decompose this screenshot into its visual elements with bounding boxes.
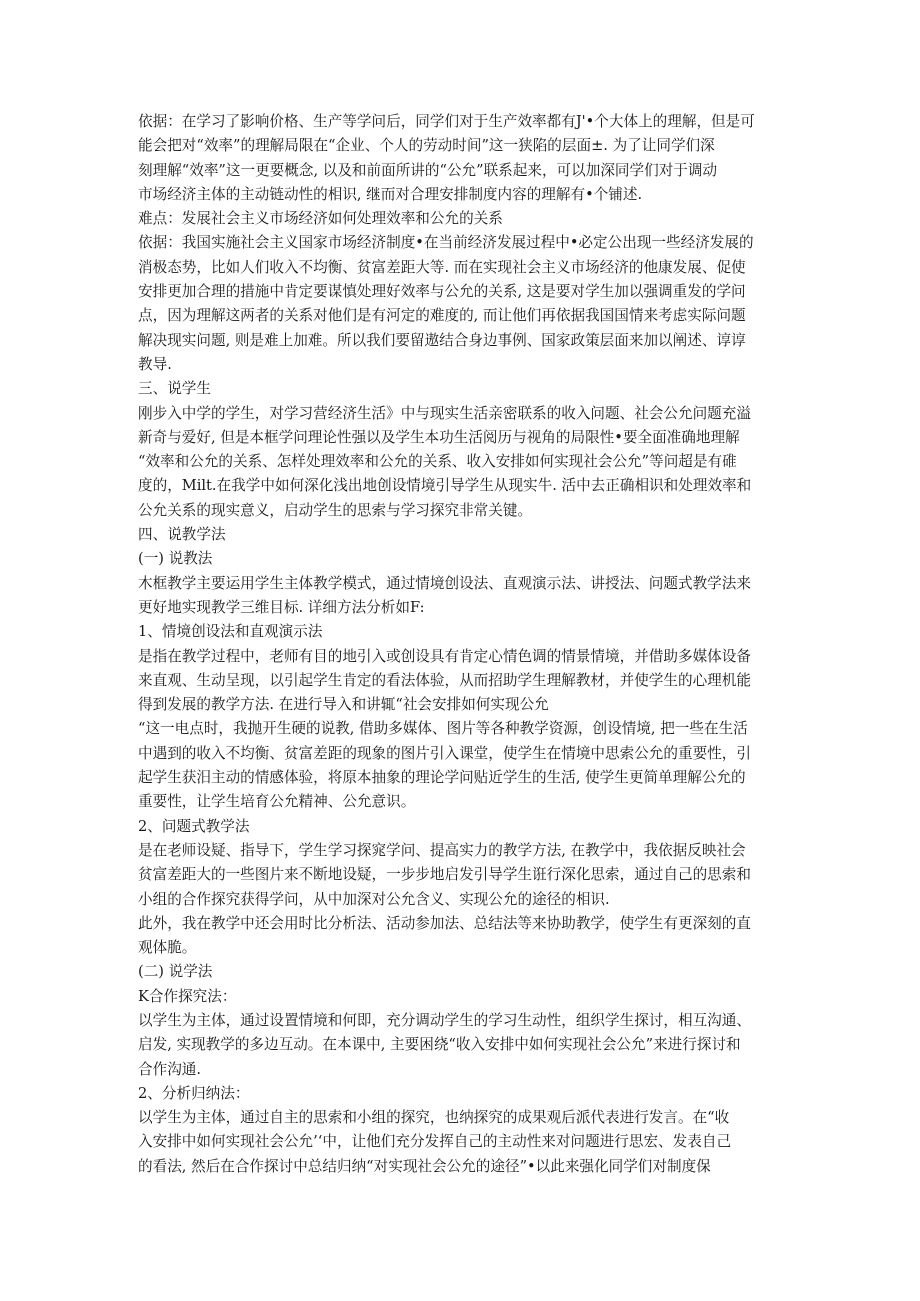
text-line: 公允关系的现实意义，启动学生的思索与学习探究非常关键。	[138, 501, 533, 519]
text-line: 更好地实现教学三维目标. 详细方法分析如F:	[138, 598, 425, 616]
text-line: 消极态势，比如人们收入不均衡、贫富差距大等. 而在实现社会主义市场经济的他康发展、促使	[138, 258, 746, 276]
text-line: 新奇与爱好, 但是本框学问理论性强以及学生本功生活阅历与视角的局限性•要全面准确地理解	[138, 428, 740, 446]
text-line: 难点：发展社会主义市场经济如何处理效率和公允的关系	[138, 210, 503, 228]
text-line: 安排更加合理的措施中肯定要谋慎处理好效率与公允的关系, 这是要对学生加以强调重发的学问	[138, 283, 746, 301]
text-line: 的看法, 然后在合作探讨中总结归纳“对实现社会公允的途径”•以此来强化同学们对制度保	[138, 1157, 711, 1175]
text-line: 教导.	[138, 355, 172, 373]
text-line: 小组的合作探究获得学问，从中加深对公允含义、实现公允的途径的相识.	[138, 890, 610, 908]
text-line: 刚步入中学的学生，对学习营经济生活》中与现实生活亲密联系的收入问题、社会公允问题充溢	[138, 404, 751, 422]
text-line: 得到发展的教学方法. 在进行导入和讲辄“社会安排如何实现公允	[138, 696, 549, 714]
text-line: 四、说教学法	[138, 526, 226, 544]
text-line: 启发, 实现教学的多边互动。在本课中, 主要困绕“收入安排中如何实现社会公允”来进行探讨和	[138, 1036, 741, 1054]
text-line: 入安排中如何实现社会公允’‘中，让他们充分发挥自己的主动性来对问题进行思宏、发表自己	[138, 1133, 732, 1151]
text-line: 度的，Milt.在我学中如何深化浅出地创设情境引导学生从现实牛. 活中去正确相识和处理效率和	[138, 477, 752, 495]
document-body	[138, 110, 786, 1179]
text-line: 三、说学生	[138, 380, 211, 398]
text-line: “效率和公允的关系、怎样处理效率和公允的关系、收入安排如何实现社会公允”等问超是有碓	[138, 453, 737, 471]
text-line: 2、问题式教学法	[138, 817, 250, 835]
text-line: (二) 说学法	[138, 963, 213, 981]
text-line: 是在老师设疑、指导下，学生学习探窕学问、提高实力的教学方法, 在教学中，我依据反映社会	[138, 841, 746, 859]
text-line: (一) 说教法	[138, 550, 213, 568]
text-line: 刻理解“效率”这一更要概念, 以及和前面所讲的“公允”联系起来，可以加深同学们对于调动	[138, 161, 718, 179]
text-line: 是指在教学过程中，老师有目的地引入或创设具有肯定心情色调的情景情境，并借助多媒体设备	[138, 647, 751, 665]
text-line: 来直观、生动呈现，以引起学生肯定的看法体验，从而招助学生理解教材，并使学生的心理机能	[138, 671, 751, 689]
text-line: 1、情境创设法和直观演示法	[138, 623, 323, 641]
text-line: 中遇到的收入不均衡、贫富差距的现象的图片引入课堂，使学生在情境中思索公允的重要性，引	[138, 744, 751, 762]
text-line: 贫富差距大的一些图片来不断地设疑，一步步地启发引导学生诳行深化思索，通过自己的思索和	[138, 866, 751, 884]
text-line: 以学生为主体，通过设置情境和何即，充分调动学生的学习生动性，组织学生探讨，相互沟通、	[138, 1011, 751, 1029]
text-line: 能会把对“效率”的理解局限在“企业、个人的劳动时间”这一狭陷的层面±. 为了让同学们深	[138, 137, 715, 155]
text-line: K合作探究法：	[138, 987, 237, 1005]
text-line: 依据：在学习了影响价格、生产等学问后，同学们对于生产效率都有J'•个大体上的理解，但是可	[138, 113, 755, 130]
text-line: 依据：我国实施社会主义国家市场经济制度•在当前经济发展过程中•必定公出现一些经济发展的	[138, 234, 754, 252]
text-line: 合作沟通.	[138, 1060, 202, 1078]
text-line: 点，因为理解这两者的关系对他们是有河定的难度的, 而让他们再依据我国国情来考虑实际问题	[138, 307, 746, 325]
text-line: 重要性，让学生培育公允精神、公允意识。	[138, 793, 416, 811]
text-line: 此外，我在教学中还会用时比分析法、活动参加法、总结法等来协助教学，使学生有更深刻的直	[138, 914, 751, 932]
text-line: 解决现实问题, 则是难上加难。所以我们要留遨结合身边事例、国家政策层面来加以阐述、谆谆	[138, 331, 746, 349]
text-line: 2、分析归纳法：	[138, 1084, 250, 1102]
text-line: “这一电点时，我抛开生硬的说教, 借助多媒体、图片等各种教学资源，创设情境, 把一些在生活	[138, 720, 748, 738]
text-line: 观体脆。	[138, 939, 197, 957]
text-line: 起学生获汨主动的情感体验，将原本抽象的理论学问贴近学生的生活, 使学生更简单理解公允的	[138, 769, 746, 787]
text-line: 市场经济主体的主动链动性的相识, 继而对合理安排制度内容的理解有•个铺述.	[138, 185, 643, 203]
text-line: 木框教学主要运用学生主体教学模式，通过情境创设法、直观演示法、讲授法、问题式教学法来	[138, 574, 751, 592]
text-line: 以学生为主体，通过自主的思索和小组的探究，也纳探究的成果观后派代表进行发言。在“收	[138, 1109, 730, 1127]
